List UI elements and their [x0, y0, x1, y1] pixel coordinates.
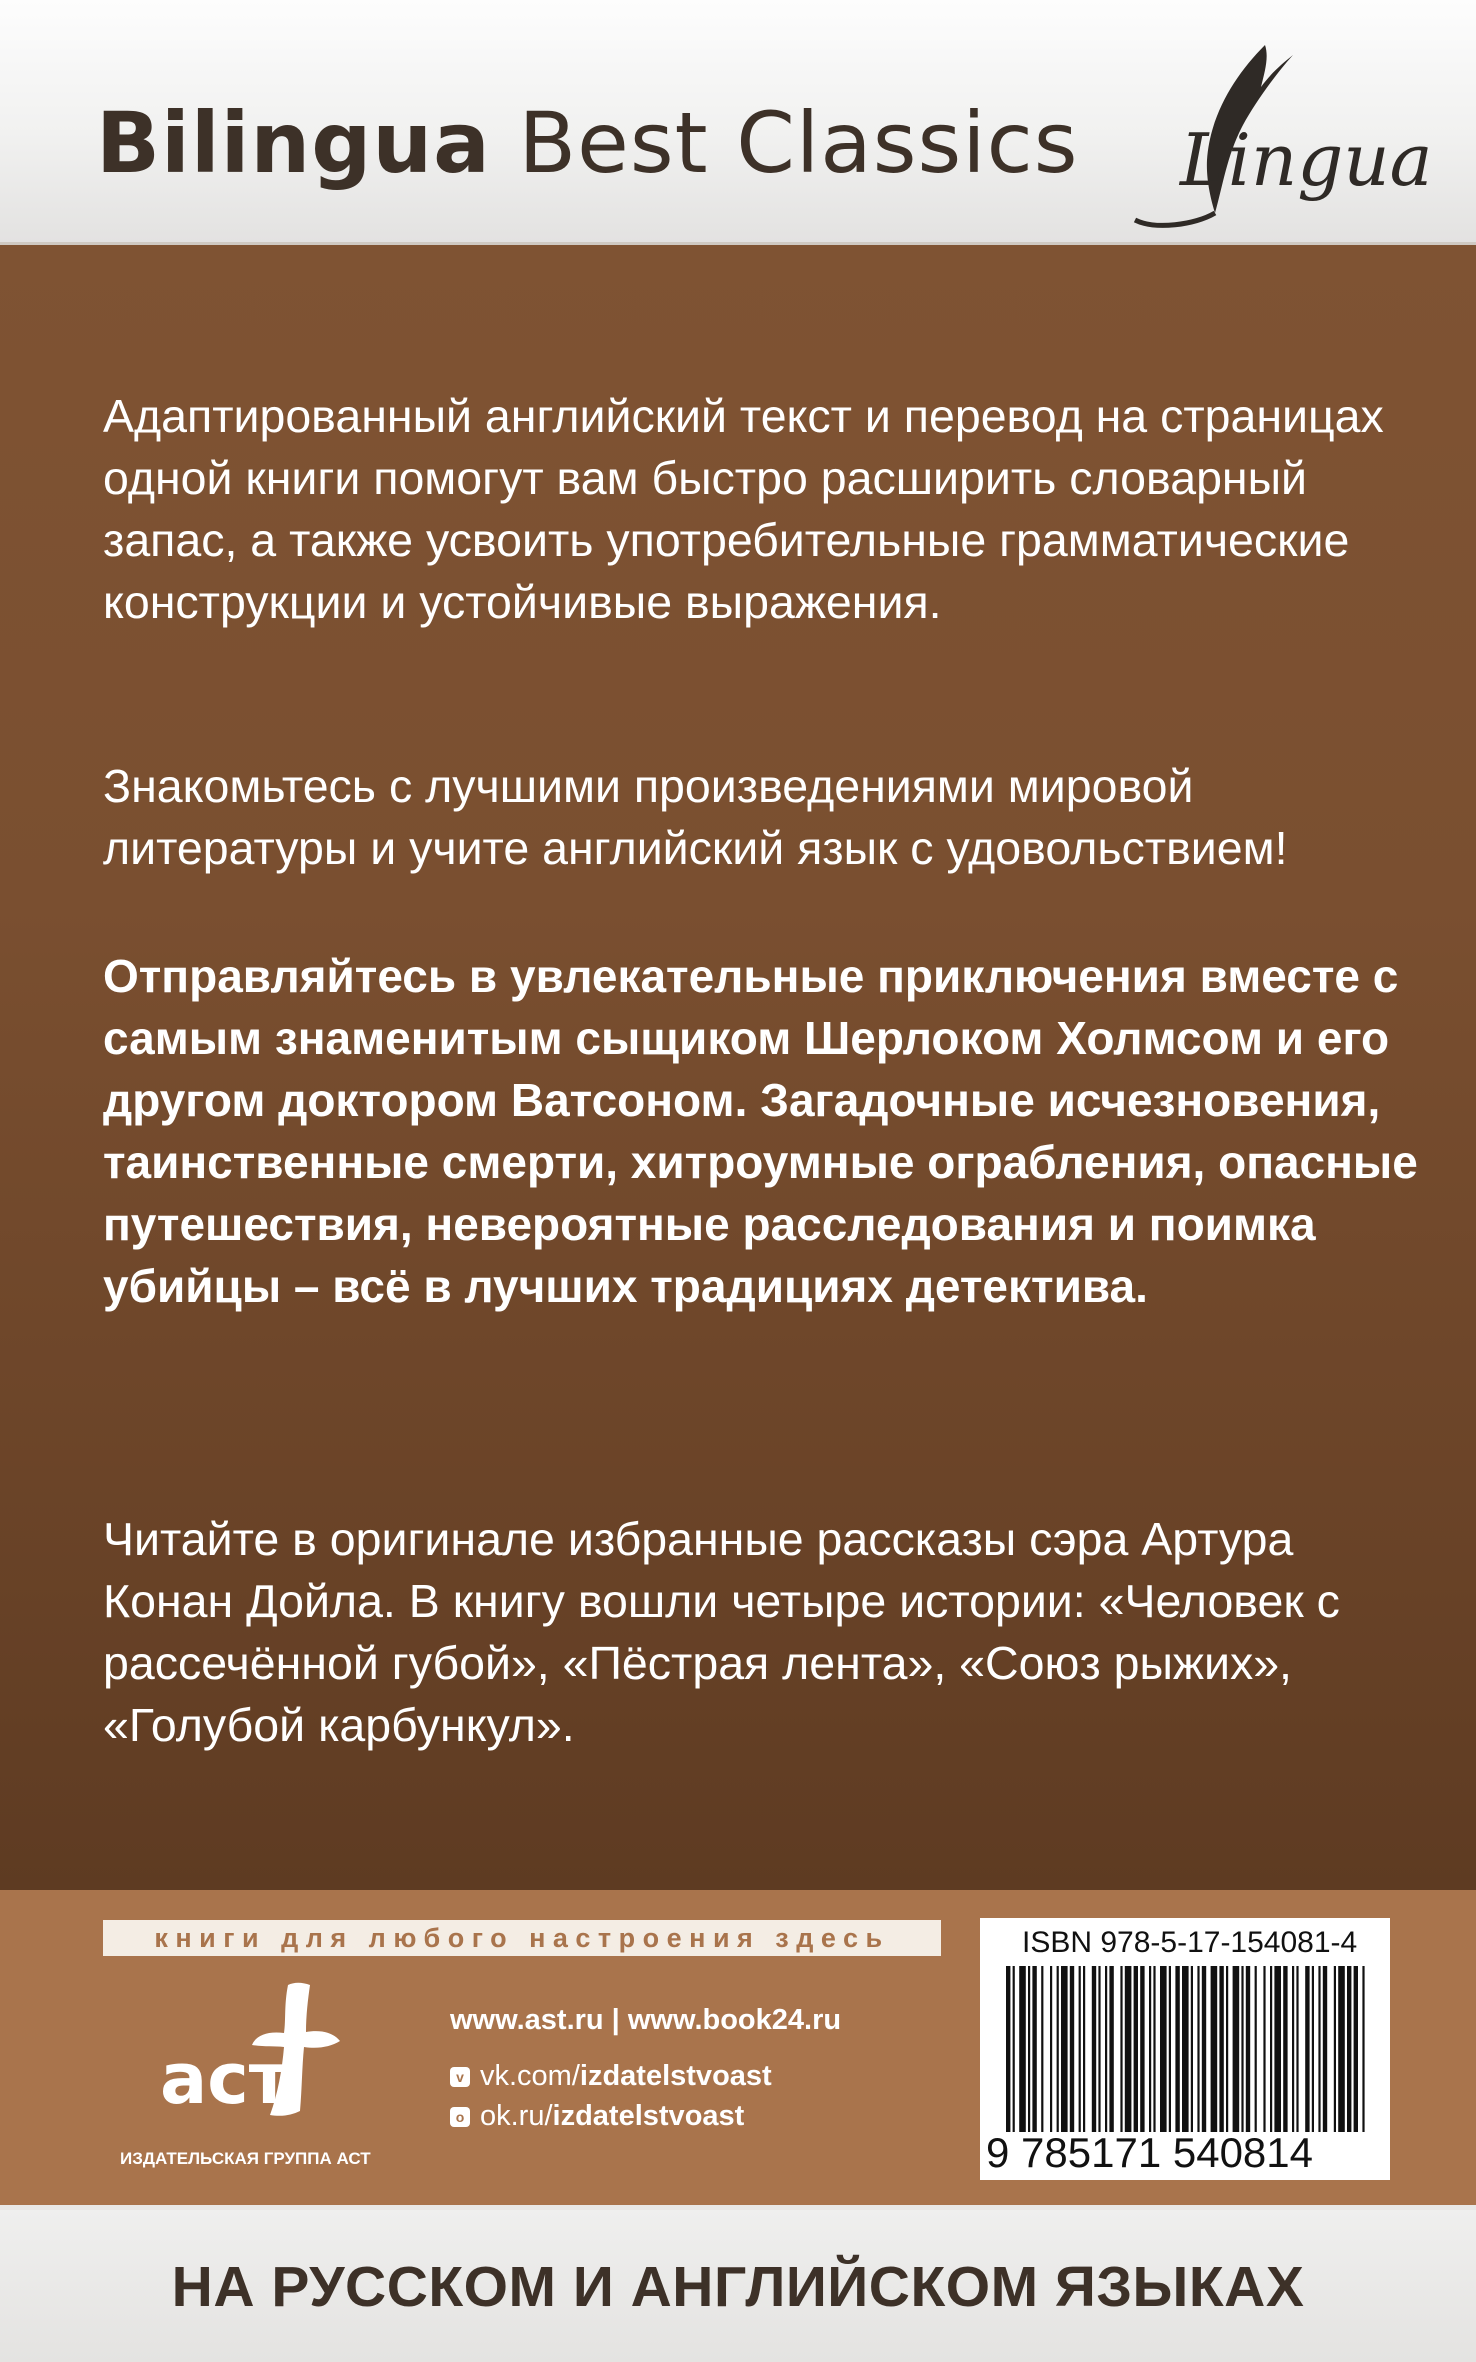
- barcode-bar: [1070, 1966, 1074, 2132]
- barcode-bar: [1305, 1966, 1309, 2132]
- barcode-bar: [1318, 1966, 1320, 2132]
- barcode-bar: [1219, 1966, 1223, 2132]
- publisher-links: [450, 2000, 950, 2136]
- barcode-bar: [1296, 1966, 1298, 2132]
- barcode-bar: [1169, 1966, 1171, 2132]
- barcode-bar: [1354, 1966, 1358, 2132]
- barcode-bar: [1202, 1966, 1206, 2132]
- barcode-digits: 9 785171 540814: [986, 2129, 1313, 2176]
- barcode-bar: [1255, 1966, 1257, 2132]
- barcode-bar: [1050, 1966, 1052, 2132]
- barcode-bar: [1312, 1966, 1314, 2132]
- barcode-bar: [1226, 1966, 1228, 2132]
- barcode-bar: [1092, 1966, 1096, 2132]
- blurb-paragraph-4: Читайте в оригинале избранные рассказы сэра Артура Конан Дойла. В книгу вошли четыре истории: «Человек с рассечённой губой», «Пёстрая лента», «Союз рыжих», «Голубой карбункул».: [103, 1513, 1340, 1751]
- barcode-bar: [1283, 1966, 1287, 2132]
- ok-link[interactable]: [450, 2096, 950, 2136]
- barcode-bar: [1347, 1966, 1351, 2132]
- ok-icon: o: [450, 2107, 470, 2127]
- blurb-paragraph-3: Отправляйтесь в увлекательные приключения вместе с самым знаменитым сыщиком Шерлоком Холмсом и его другом доктором Ватсоном. Загадочные исчезновения, таинственные смерти, хитроумные ограбления, опасные путешествия, невероятные расследования и поимка убийцы – всё в лучших традициях детектива.: [103, 950, 1418, 1312]
- vk-prefix: vk.com/: [480, 2060, 580, 2092]
- barcode-bar: [1246, 1966, 1250, 2132]
- ok-handle: izdatelstvoast: [552, 2100, 745, 2132]
- ast-logo-letters: аст: [160, 2038, 290, 2120]
- publisher-footer: [0, 1890, 1476, 2205]
- barcode-bar: [1263, 1966, 1265, 2132]
- barcode-bar: [1211, 1966, 1218, 2132]
- barcode-bar: [1134, 1966, 1138, 2132]
- vk-icon: v: [450, 2067, 470, 2087]
- website-links[interactable]: www.ast.ru | www.book24.ru: [450, 2004, 842, 2036]
- ast-logo-icon: [160, 1975, 370, 2125]
- barcode-bar: [1338, 1966, 1345, 2132]
- barcode-bar: [1013, 1966, 1015, 2132]
- barcode-bar: [1109, 1966, 1113, 2132]
- publisher-name: ИЗДАТЕЛЬСКАЯ ГРУППА АСТ: [120, 2149, 371, 2168]
- barcode-bar: [1334, 1966, 1336, 2132]
- isbn-number: ISBN 978-5-17-154081-4: [1022, 1926, 1358, 1959]
- series-title: [96, 88, 1079, 198]
- barcode-bar: [1061, 1966, 1068, 2132]
- barcode-bar: [1323, 1966, 1327, 2132]
- barcode-bar: [1292, 1966, 1294, 2132]
- barcode-bar: [1041, 1966, 1043, 2132]
- barcode-bar: [1233, 1966, 1240, 2132]
- barcode-bar: [1028, 1966, 1030, 2132]
- barcode-bar: [1270, 1966, 1272, 2132]
- languages-label: НА РУССКОМ И АНГЛИЙСКОМ ЯЗЫКАХ: [171, 2255, 1305, 2319]
- barcode-bar: [1153, 1966, 1155, 2132]
- logo-wordmark: Lingua: [1180, 118, 1433, 202]
- barcode-bar: [1079, 1966, 1081, 2132]
- ok-prefix: ok.ru/: [480, 2100, 553, 2132]
- barcode-bar: [1182, 1966, 1189, 2132]
- barcode-bar: [1019, 1966, 1026, 2132]
- series-title-rest: Best Classics: [518, 94, 1079, 192]
- language-band: [0, 2210, 1476, 2362]
- barcode-bar: [1125, 1966, 1132, 2132]
- barcode-panel: [980, 1918, 1390, 2180]
- barcode-bar: [1006, 1966, 1010, 2132]
- barcode-bar: [1083, 1966, 1085, 2132]
- barcode-bar: [1105, 1966, 1107, 2132]
- barcode-bar: [1362, 1966, 1364, 2132]
- barcode-bar: [1098, 1966, 1100, 2132]
- barcode-bar: [1274, 1966, 1281, 2132]
- barcode-bar: [1160, 1966, 1167, 2132]
- barcode-bar: [1057, 1966, 1059, 2132]
- blurb-paragraph-1: Адаптированный английский текст и перевод на страницах одной книги помогут вам быстро расширить словарный запас, а также усвоить употребительные грамматические конструкции и устойчивые выражения.: [103, 390, 1384, 628]
- tagline-banner: книги для любого настроения здесь: [103, 1920, 941, 1956]
- barcode-bar: [1032, 1966, 1036, 2132]
- blurb-paragraph-2: Знакомьтесь с лучшими произведениями мировой литературы и учите английский язык с удовольствием!: [103, 760, 1288, 874]
- barcode-bar: [1175, 1966, 1179, 2132]
- barcode-bar: [1241, 1966, 1243, 2132]
- vk-handle: izdatelstvoast: [579, 2060, 772, 2092]
- header-band: [0, 0, 1476, 245]
- barcode-bar: [1140, 1966, 1144, 2132]
- barcode-bar: [1149, 1966, 1151, 2132]
- description-area: [0, 245, 1476, 1890]
- barcode-bar: [1197, 1966, 1199, 2132]
- vk-link[interactable]: [450, 2056, 950, 2096]
- barcode-icon: [1006, 1966, 1366, 2132]
- series-title-bold: Bilingua: [96, 94, 491, 192]
- barcode-bar: [1120, 1966, 1122, 2132]
- barcode-bar: [1191, 1966, 1193, 2132]
